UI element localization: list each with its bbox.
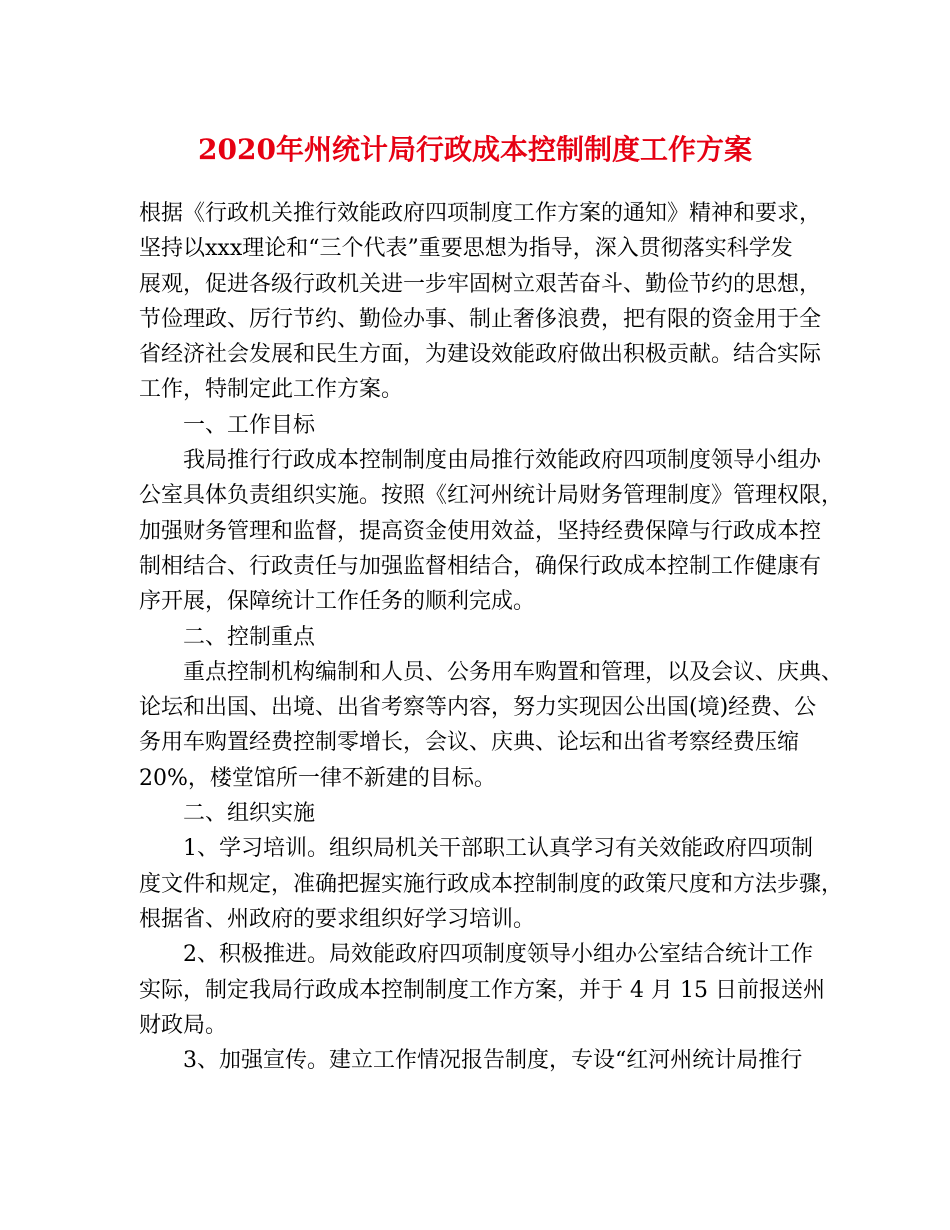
body-line: 工作，特制定此工作方案。 [139, 377, 404, 403]
body-line: 加强财务管理和监督，提高资金使用效益，坚持经费保障与行政成本控 [139, 518, 822, 544]
body-line: 展观，促进各级行政机关进一步牢固树立艰苦奋斗、勤俭节约的思想， [139, 271, 822, 297]
body-line: 我局推行行政成本控制制度由局推行效能政府四项制度领导小组办 [183, 448, 822, 474]
body-line: 省经济社会发展和民生方面，为建设效能政府做出积极贡献。结合实际 [139, 342, 822, 368]
section-heading: 二、控制重点 [183, 624, 316, 650]
body-line: 1、学习培训。组织局机关干部职工认真学习有关效能政府四项制 [183, 836, 813, 862]
body-line: 节俭理政、厉行节约、勤俭办事、制止奢侈浪费，把有限的资金用于全 [139, 306, 822, 332]
section-heading: 一、工作目标 [183, 412, 316, 438]
body-line: 制相结合、行政责任与加强监督相结合，确保行政成本控制工作健康有 [139, 553, 822, 579]
body-line: 实际，制定我局行政成本控制制度工作方案，并于 4 月 15 日前报送州 [139, 977, 825, 1003]
body-line: 论坛和出国、出境、出省考察等内容，努力实现因公出国(境)经费、公 [139, 695, 817, 721]
document-title: 2020年州统计局行政成本控制制度工作方案 [198, 133, 752, 166]
body-line: 坚持以xxx理论和“三个代表”重要思想为指导，深入贯彻落实科学发 [139, 236, 793, 262]
body-line: 公室具体负责组织实施。按照《红河州统计局财务管理制度》管理权限， [139, 483, 844, 509]
body-line: 根据省、州政府的要求组织好学习培训。 [139, 906, 536, 932]
body-line: 根据《行政机关推行效能政府四项制度工作方案的通知》精神和要求， [139, 201, 822, 226]
body-line: 20%，楼堂馆所一律不新建的目标。 [139, 765, 496, 791]
body-line: 务用车购置经费控制零增长，会议、庆典、论坛和出省考察经费压缩 [139, 730, 800, 756]
body-line: 度文件和规定，准确把握实施行政成本控制制度的政策尺度和方法步骤， [139, 871, 844, 897]
body-line: 财政局。 [139, 1012, 228, 1038]
section-heading: 二、组织实施 [183, 801, 316, 827]
document-body [139, 196, 844, 1078]
body-line: 重点控制机构编制和人员、公务用车购置和管理，以及会议、庆典、 [183, 659, 844, 685]
body-line: 序开展，保障统计工作任务的顺利完成。 [139, 589, 536, 615]
body-line: 3、加强宣传。建立工作情况报告制度，专设“红河州统计局推行 [183, 1048, 803, 1074]
body-line: 2、积极推进。局效能政府四项制度领导小组办公室结合统计工作 [183, 942, 813, 968]
